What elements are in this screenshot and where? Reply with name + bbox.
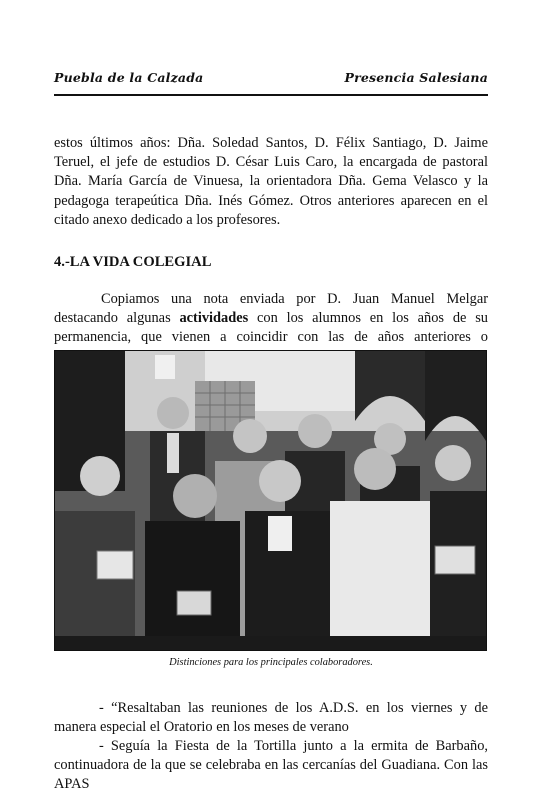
paragraph-staff-list: estos últimos años: Dña. Soledad Santos, D. Félix Santiago, D. Jaime Teruel, el jefe de estudios D. César Luis Caro, la encargada de pastoral Dña. María García de Vinuesa, la orientadora Dña. Gema Velasco y la pedagoga terapeútica Dña. Inés Gómez. Otros anteriores aparecen en el citado anexo dedicado a los profesores. <box>54 135 488 228</box>
header-chapter-title: Presencia Salesiana <box>344 70 488 85</box>
group-photo-illustration <box>55 351 486 650</box>
section-heading: 4.-LA VIDA COLEGIAL <box>54 254 212 270</box>
header-rule <box>54 94 488 96</box>
paragraph-text-start: Copiamos una nota enviada por D. Juan Manuel Melgar destacando algunas <box>54 291 488 327</box>
photo-caption: Distinciones para los principales colaboradores. <box>169 657 373 668</box>
paragraph-text-end: con los alumnos en los años de su permanencia, que vienen a coincidir con las de años anteriores o <box>54 310 488 346</box>
running-header <box>54 64 488 92</box>
group-photo <box>54 350 487 651</box>
paragraph-tortilla-fiesta: - Seguía la Fiesta de la Tortilla junto a la ermita de Barbaño, continuadora de la que se celebraba en las cercanías del Guadiana. Con las APAS <box>54 738 488 793</box>
header-book-title: Puebla de la Calzada <box>54 70 204 85</box>
emphasis-activities: actividades <box>179 310 249 327</box>
paragraph-ads-meetings: - “Resaltaban las reuniones de los A.D.S. en los viernes y de manera especial el Oratorio en los meses de verano <box>54 700 488 736</box>
